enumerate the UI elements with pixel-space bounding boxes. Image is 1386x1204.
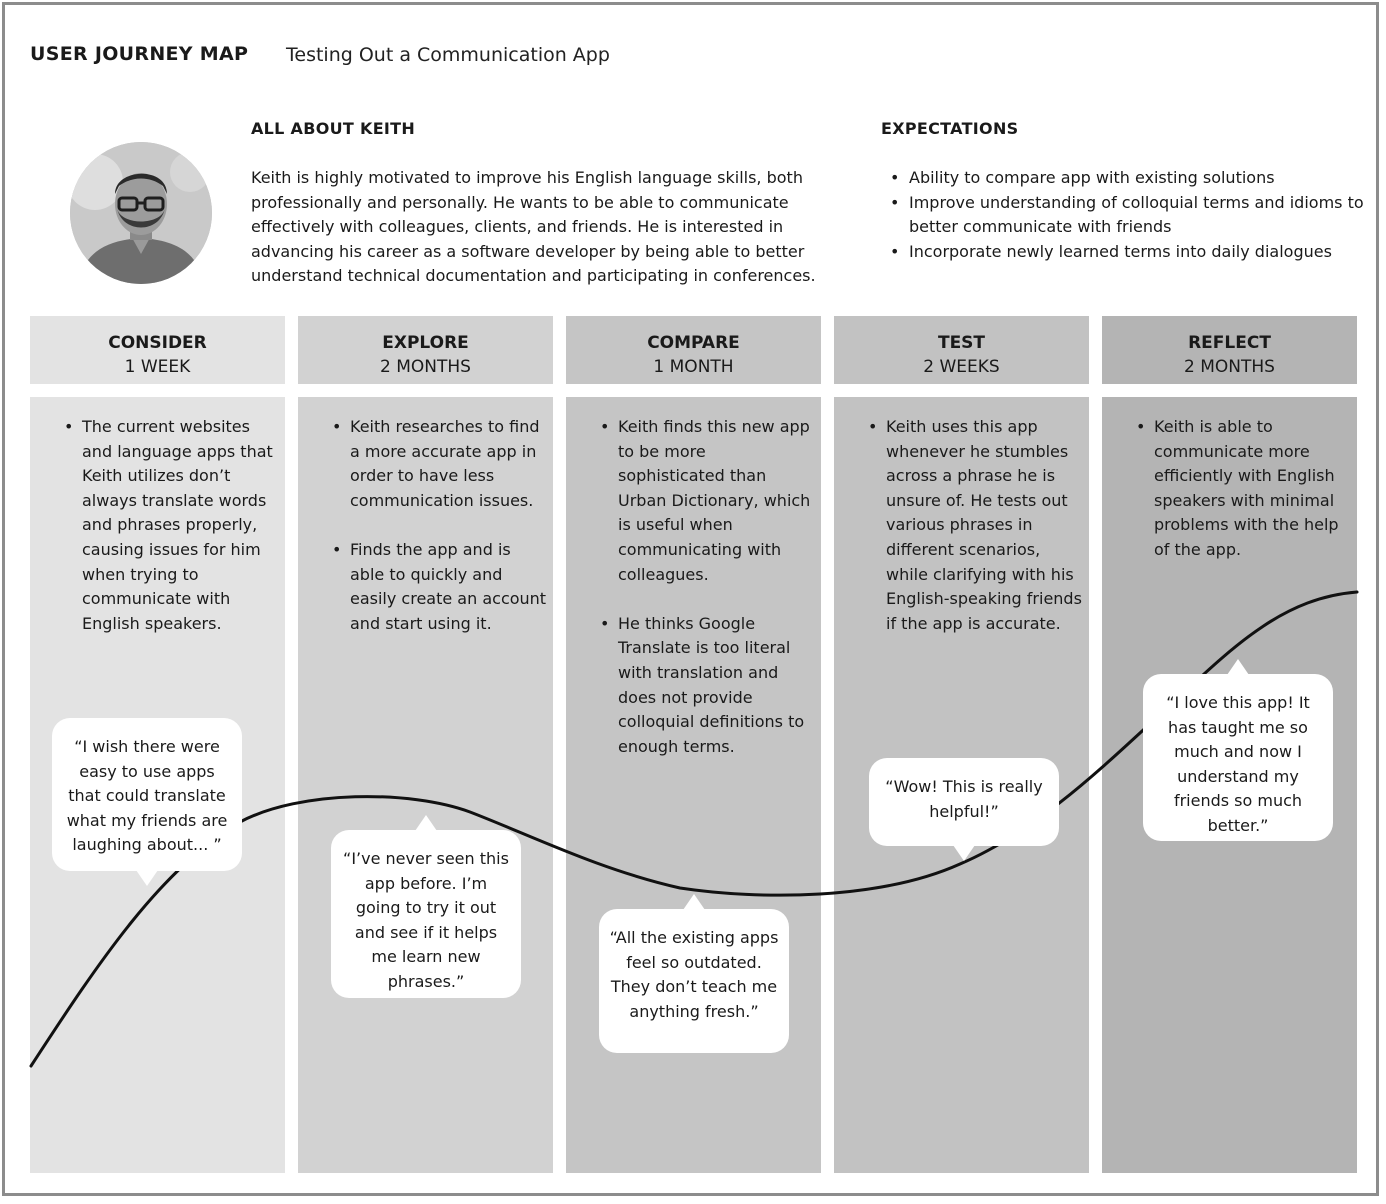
quote-bubble-compare — [599, 909, 789, 1053]
persona-heading: ALL ABOUT KEITH — [251, 119, 416, 138]
stage-duration: 2 MONTHS — [1184, 357, 1275, 377]
stage-points — [600, 415, 815, 784]
stage-name: CONSIDER — [108, 333, 207, 353]
quote-text: “I love this app! It has taught me so much and now I understand my friends so much better.” — [1166, 693, 1310, 835]
stage-header-compare — [566, 316, 821, 384]
quote-bubble-test — [869, 758, 1059, 846]
quote-text: “I wish there were easy to use apps that could translate what my friends are laughing about... ” — [66, 737, 228, 855]
stage-point: • Keith finds this new app to be more sophisticated than Urban Dictionary, which is useful when communicating with colleagues. — [600, 415, 815, 587]
stage-name: REFLECT — [1188, 333, 1271, 353]
page-subtitle: Testing Out a Communication App — [286, 44, 610, 66]
expectations-heading: EXPECTATIONS — [881, 119, 1019, 138]
stage-duration: 1 MONTH — [653, 357, 734, 377]
stage-header-explore — [298, 316, 553, 384]
stage-header-consider — [30, 316, 285, 384]
stage-points — [332, 415, 547, 661]
stage-name: EXPLORE — [382, 333, 469, 353]
expectation-item: • Improve understanding of colloquial terms and idioms to better communicate with friends — [885, 191, 1365, 240]
stage-duration: 1 WEEK — [124, 357, 191, 377]
stage-points — [64, 415, 279, 661]
stage-header-reflect — [1102, 316, 1357, 384]
stage-point: • Keith uses this app whenever he stumbles across a phrase he is unsure of. He tests out various phrases in different scenarios, while clarifying with his English-speaking friends if the app is accurate. — [868, 415, 1083, 636]
expectation-item: • Ability to compare app with existing solutions — [885, 166, 1365, 191]
stage-point: • Finds the app and is able to quickly and easily create an account and start using it. — [332, 538, 547, 636]
quote-text: “Wow! This is really helpful!” — [885, 777, 1043, 821]
stage-point: • The current websites and language apps that Keith utilizes don’t always translate words and phrases properly, causing issues for him when trying to communicate with English speakers. — [64, 415, 279, 636]
stage-point: • Keith researches to find a more accurate app in order to have less communication issues. — [332, 415, 547, 513]
quote-text: “All the existing apps feel so outdated. They don’t teach me anything fresh.” — [609, 928, 779, 1021]
stage-duration: 2 WEEKS — [923, 357, 1000, 377]
persona-avatar — [70, 142, 212, 284]
stage-name: COMPARE — [647, 333, 740, 353]
quote-bubble-consider — [52, 718, 242, 871]
quote-bubble-reflect — [1143, 674, 1333, 841]
stage-header-test — [834, 316, 1089, 384]
stage-column-compare — [566, 397, 821, 1173]
stage-duration: 2 MONTHS — [380, 357, 471, 377]
persona-bio: Keith is highly motivated to improve his English language skills, both professionally and personally. He wants to be able to communicate effectively with colleagues, clients, and friends. He is interested in advancing his career as a software developer by being able to better understand technical documentation and participating in conferences. — [251, 168, 816, 286]
expectation-item: • Incorporate newly learned terms into daily dialogues — [885, 240, 1365, 265]
stage-column-explore — [298, 397, 553, 1173]
stage-point: • Keith is able to communicate more efficiently with English speakers with minimal problems with the help of the app. — [1136, 415, 1351, 563]
stage-points — [868, 415, 1083, 661]
page-title: USER JOURNEY MAP — [30, 43, 249, 65]
quote-bubble-explore — [331, 830, 521, 998]
stage-name: TEST — [937, 333, 986, 353]
expectations-list — [885, 166, 1365, 264]
stage-point: • He thinks Google Translate is too literal with translation and does not provide colloquial definitions to enough terms. — [600, 612, 815, 760]
quote-text: “I’ve never seen this app before. I’m going to try it out and see if it helps me learn new phrases.” — [343, 849, 509, 991]
person-portrait-icon — [70, 142, 212, 284]
stage-points — [1136, 415, 1351, 587]
